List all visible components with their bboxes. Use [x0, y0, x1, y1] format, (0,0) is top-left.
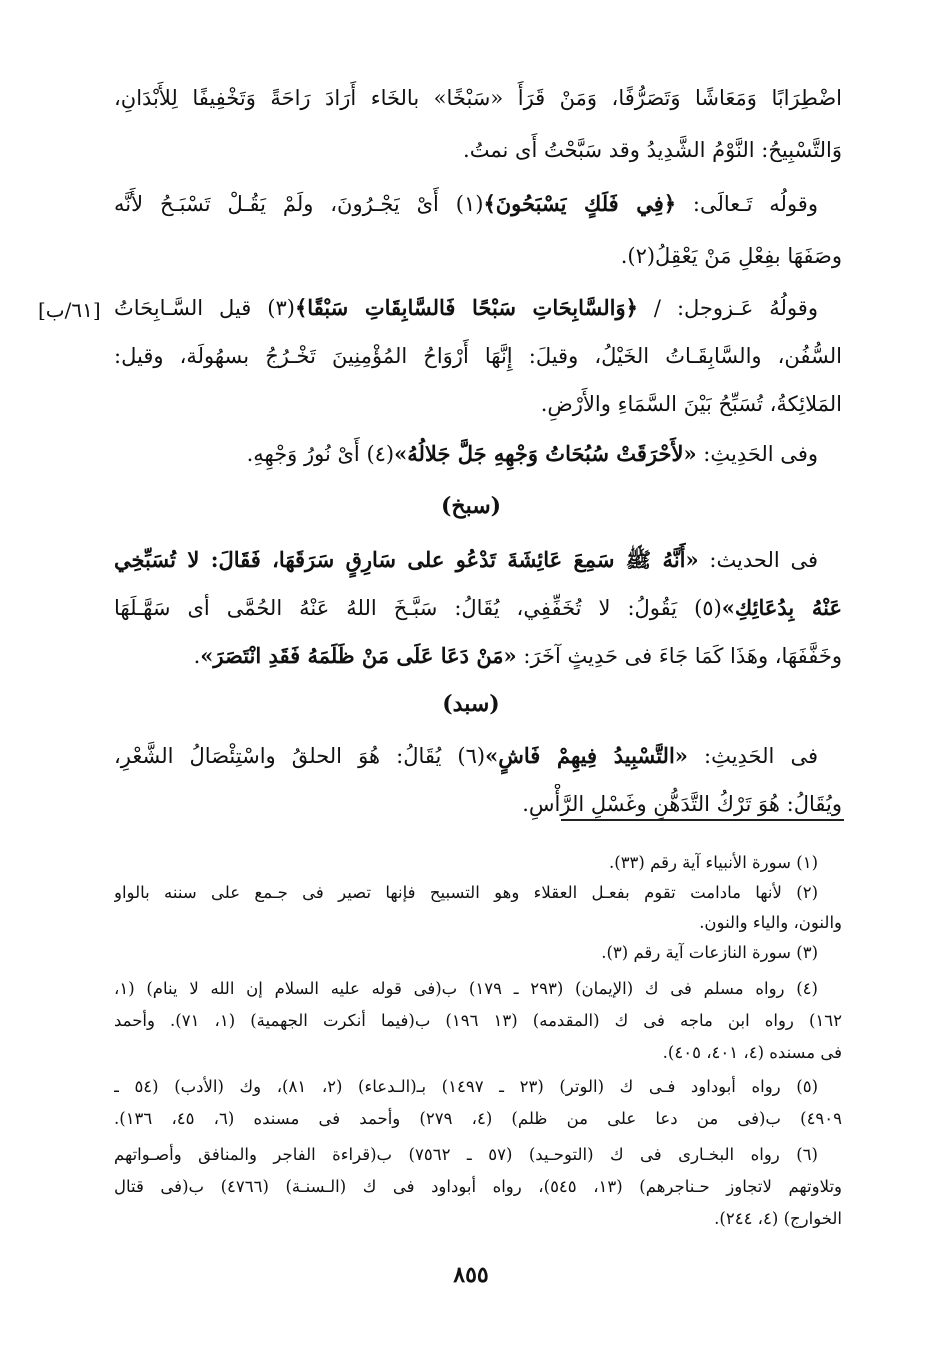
hadith-quote: «التَّسْبِيدُ فِيهِمْ فَاشٍ»	[485, 743, 688, 768]
body-line: السُّفُن، والسَّابِقَـاتُ الخَيْلُ، وقيلَ: إِنَّهَا أَرْوَاحُ المُؤْمِنِينَ تَخْـرُجُ بسهُولَة، وقيل:	[114, 344, 842, 368]
text-run: (١) أَىْ يَجْـرُونَ، ولَمْ يَقُـلْ تَسْبَـحُ لأَنَّه	[114, 192, 484, 216]
hadith-quote: عَنْهُ بِدُعَائِكِ»	[721, 595, 842, 620]
body-line	[114, 288, 842, 328]
hadith-quote: «لأَحْرَقَتْ سُبُحَاتُ وَجْهِهِ جَلَّ جَلالُهُ»	[394, 441, 697, 466]
text-run: فى الحديث:	[698, 548, 818, 572]
footnote: الخوارج) (٤، ٢٤٤).	[714, 1209, 842, 1228]
footnote: ٤٩٠٩) ب(فى من دعا على من ظلم) (٤، ٢٧٩) وأحمد فى مسنده (٦، ٤٥، ١٣٦).	[114, 1109, 842, 1128]
section-heading: (سبخ)	[440, 493, 502, 519]
footnote: وتلاوتهم لاتجاوز حـناجرهم) (١٣، ٥٤٥)، رواه أبوداود فى ك (الـسنـة) (٤٧٦٦) ب(فى قتال	[114, 1177, 842, 1196]
body-line	[114, 540, 842, 580]
body-line: وَالتَّسْبِيحُ: النَّوْمُ الشَّدِيدُ وقد سَبَّحْتُ أَى نمتُ.	[463, 138, 842, 162]
text-run: فى الحَدِيثِ:	[687, 744, 818, 768]
footnote: ١٦٢) رواه ابن ماجه فى ك (المقدمه) (١٣ ١٩٦) ب(فيما أنكرت الجهمية) (١، ٧١). وأحمد	[114, 1011, 842, 1030]
body-line: اضْطِرَابًا وَمَعَاشًا وَتَصَرُّفًا، وَمَنْ قَرَأَ «سَبْخًا» بالخَاء أَرَادَ رَاحَةً وَتَخْفِيفًا لِلأَبْدَانِ،	[114, 86, 842, 110]
page-number: ٨٥٥	[453, 1262, 489, 1288]
hadith-quote: «مَنْ دَعَا عَلَى مَنْ ظَلَمَهُ فَقَدِ انْتَصَرَ»	[200, 643, 517, 668]
text-run: .	[193, 644, 201, 668]
body-line	[114, 434, 842, 474]
text-run: (٣) قيل السَّـابِحَاتُ	[114, 296, 295, 320]
quran-verse: ﴿وَالسَّابِحَاتِ سَبْحًا فَالسَّابِقَاتِ سَبْقًا﴾	[294, 295, 638, 320]
body-line	[114, 636, 842, 676]
body-line	[114, 588, 842, 628]
text-run: (٦) يُقَالُ: هُوَ الحلقُ واسْتِئْصَالُ الشَّعْرِ،	[114, 744, 486, 768]
footnote: (٥) رواه أبوداود فـى ك (الوتر) (٢٣ ـ ١٤٩٧) بـ(الـدعاء) (٢، ٨١)، وك (الأدب) (٥٤ ـ	[114, 1077, 818, 1096]
quran-verse: ﴿فِي فَلَكٍ يَسْبَحُونَ﴾	[483, 191, 677, 216]
text-run: وقولُهُ عَـزوجل: /	[637, 296, 818, 320]
section-heading: (سبد)	[442, 691, 500, 717]
footnote: (٣) سورة النازعات آية رقم (٣).	[601, 943, 818, 962]
footnote: (٤) رواه مسلم فى ك (الإيمان) (٢٩٣ ـ ١٧٩) ب(فى قوله عليه السلام إن الله لا ينام) (١،	[114, 979, 818, 998]
body-line: المَلائِكةُ، تُسَبِّحُ بَيْنَ السَّمَاءِ والأَرْضِ.	[540, 392, 842, 416]
body-line	[114, 736, 842, 776]
footnote: (٦) رواه البخـارى فى ك (التوحـيد) (٥٧ ـ ٧٥٦٢) ب(قراءة الفاجر والمنافق وأصـواتهم	[114, 1145, 818, 1164]
footnote: (٢) لأنها مادامت تقوم بفعـل العقلاء وهو التسبيح فإنها تصير فى جـمع على سننه بالواو	[114, 883, 818, 902]
footnote: (١) سورة الأنبياء آية رقم (٣٣).	[609, 853, 818, 872]
text-run: وقولُه تَـعالَى:	[676, 192, 818, 216]
body-line: وصَفَهَا بفِعْلِ مَنْ يَعْقِلُ(٢).	[620, 244, 842, 268]
text-run: (٤) أَىْ نُورُ وَجْهِهِ.	[246, 442, 395, 466]
footnote: فى مسنده (٤، ٤٠١، ٤٠٥).	[662, 1043, 842, 1062]
footnote: والنون، والياء والنون.	[699, 913, 842, 932]
text-run: وفى الحَدِيثِ:	[696, 442, 818, 466]
footnote-divider	[561, 819, 844, 821]
hadith-quote: «أَنَّهُ ﷺ سَمِعَ عَائِشَةَ تَدْعُو على سَارِقٍ سَرَقَهَا، فَقَالَ: لا تُسَبِّخِي	[114, 547, 699, 572]
folio-marker: [٦١/ب]	[38, 298, 101, 322]
body-line	[114, 184, 842, 224]
text-run: (٥) يَقُولُ: لا تُخَفِّفِي، يُقَالُ: سَبَّـخَ اللهُ عَنْهُ الحُمَّى أى سَهَّـلَهَا	[114, 596, 722, 620]
text-run: وخَفَّفَهَا، وهَذَا كَمَا جَاءَ فى حَدِيثٍ آخَرَ:	[516, 644, 842, 668]
body-line: ويُقَالُ: هُوَ تَرْكُ التَّدَهُّنِ وغَسْلِ الرَّأْسِ.	[522, 792, 842, 816]
